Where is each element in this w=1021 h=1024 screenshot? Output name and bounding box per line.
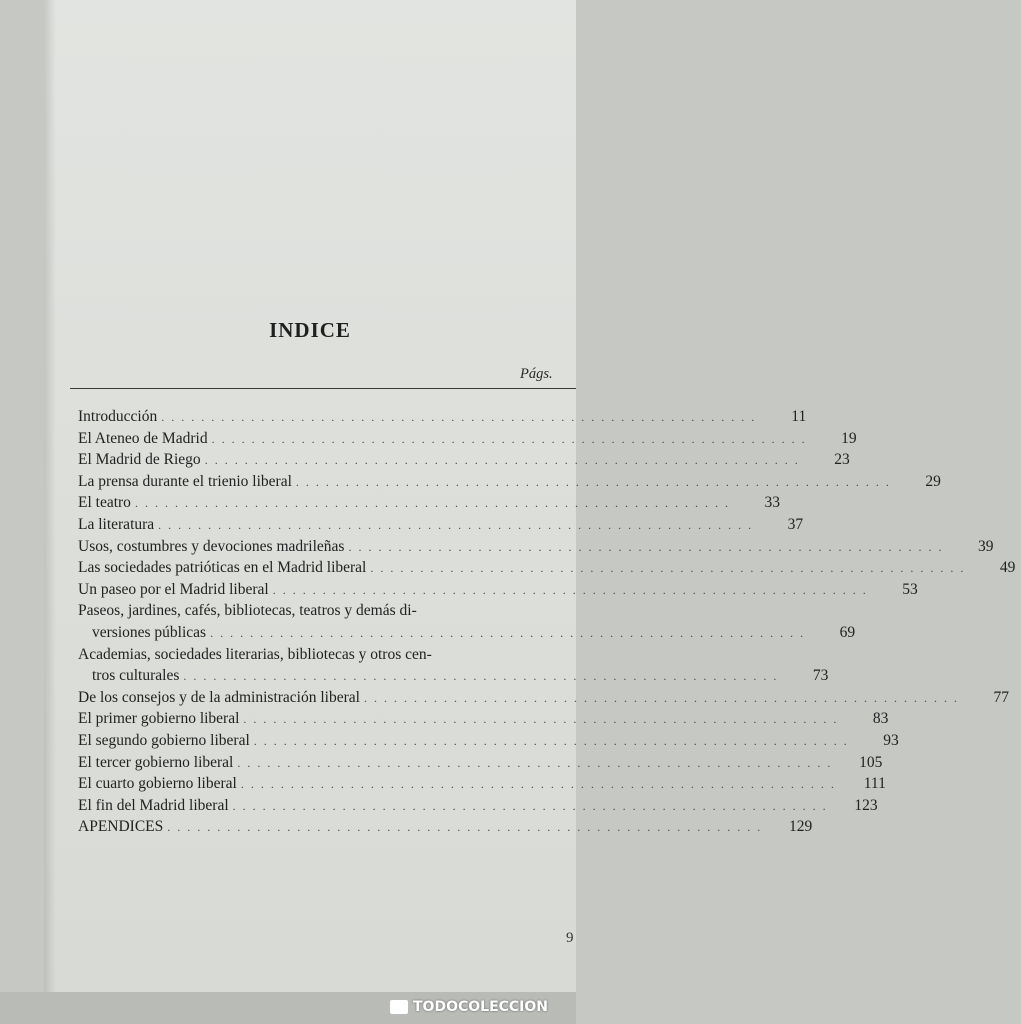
toc-entry xyxy=(78,406,807,428)
dot-leader: . . . . . . . . . . . . . . . . . . . . . . . . . . . . . . . . . . . . . . . . . . . . . . . . . . . . . . . . . . . . xyxy=(240,777,836,792)
toc-entry-continuation xyxy=(78,622,856,644)
table-of-contents xyxy=(78,406,1016,838)
toc-entry xyxy=(78,492,780,514)
toc-entry-page: 37 xyxy=(787,515,804,533)
toc-entry xyxy=(78,773,886,795)
toc-entry-label: La prensa durante el trienio liberal xyxy=(78,472,292,490)
dot-leader: . . . . . . . . . . . . . . . . . . . . . . . . . . . . . . . . . . . . . . . . . . . . . . . . . . . . . . . . . . . . xyxy=(295,474,891,489)
toc-entry-page: 49 xyxy=(999,559,1016,577)
toc-entry xyxy=(78,449,850,471)
toc-entry-label: Las sociedades patrióticas en el Madrid liberal xyxy=(78,559,367,577)
watermark-text: TODOCOLECCION xyxy=(413,999,549,1015)
toc-entry xyxy=(78,816,813,838)
dot-leader: . . . . . . . . . . . . . . . . . . . . . . . . . . . . . . . . . . . . . . . . . . . . . . . . . . . . . . . . . . . . xyxy=(167,820,763,835)
toc-entry-page: 105 xyxy=(859,753,883,771)
dot-leader: . . . . . . . . . . . . . . . . . . . . . . . . . . . . . . . . . . . . . . . . . . . . . . . . . . . . . . . . . . . . xyxy=(204,453,800,468)
toc-entry-page: 123 xyxy=(854,796,878,814)
toc-entry-label: APENDICES xyxy=(78,818,164,836)
toc-entry xyxy=(78,600,576,622)
toc-entry xyxy=(78,471,941,493)
toc-entry-label: El fin del Madrid liberal xyxy=(78,796,229,814)
watermark xyxy=(390,994,548,1020)
toc-entry-label: La literatura xyxy=(78,515,155,533)
toc-entry-page: 33 xyxy=(764,494,780,512)
dot-leader: . . . . . . . . . . . . . . . . . . . . . . . . . . . . . . . . . . . . . . . . . . . . . . . . . . . . . . . . . . . . xyxy=(253,733,849,748)
toc-entry-page: 83 xyxy=(872,710,889,728)
toc-entry-label: Introducción xyxy=(78,408,158,425)
toc-entry xyxy=(78,557,1016,579)
toc-entry-page: 19 xyxy=(841,429,857,447)
toc-entry xyxy=(78,579,918,601)
header-rule xyxy=(70,388,576,389)
toc-entry-label: Usos, costumbres y devociones madrileñas xyxy=(78,537,345,555)
toc-entry xyxy=(78,644,576,666)
page-corner-mark: 9 xyxy=(566,930,574,946)
toc-entry xyxy=(78,708,889,730)
toc-entry-label: De los consejos y de la administración liberal xyxy=(78,688,360,706)
dot-leader: . . . . . . . . . . . . . . . . . . . . . . . . . . . . . . . . . . . . . . . . . . . . . . . . . . . . . . . . . . . . xyxy=(161,410,757,424)
toc-entry xyxy=(78,730,899,752)
toc-entry-label: Paseos, jardines, cafés, bibliotecas, teatros y demás di- xyxy=(78,602,417,620)
toc-entry-continuation xyxy=(78,665,829,687)
toc-entry-page: 23 xyxy=(834,451,850,469)
dot-leader: . . . . . . . . . . . . . . . . . . . . . . . . . . . . . . . . . . . . . . . . . . . . . . . . . . . . . . . . . . . . xyxy=(210,625,806,640)
toc-entry-label: Un paseo por el Madrid liberal xyxy=(78,580,269,598)
dot-leader: . . . . . . . . . . . . . . . . . . . . . . . . . . . . . . . . . . . . . . . . . . . . . . . . . . . . . . . . . . . . xyxy=(243,712,839,727)
toc-entry-label: Academias, sociedades literarias, bibliotecas y otros cen- xyxy=(78,645,432,663)
dot-leader: . . . . . . . . . . . . . . . . . . . . . . . . . . . . . . . . . . . . . . . . . . . . . . . . . . . . . . . . . . . . xyxy=(237,755,833,770)
toc-entry xyxy=(78,428,857,450)
toc-entry-page: 77 xyxy=(993,688,1009,706)
watermark-logo-icon xyxy=(390,1000,408,1014)
pages-column-label: Págs. xyxy=(520,366,553,382)
toc-entry-page: 69 xyxy=(839,623,856,641)
dot-leader: . . . . . . . . . . . . . . . . . . . . . . . . . . . . . . . . . . . . . . . . . . . . . . . . . . . . . . . . . . . . xyxy=(348,539,944,554)
toc-entry-page: 129 xyxy=(789,818,813,836)
toc-entry xyxy=(78,514,804,536)
toc-entry-label: El teatro xyxy=(78,494,131,512)
dot-leader: . . . . . . . . . . . . . . . . . . . . . . . . . . . . . . . . . . . . . . . . . . . . . . . . . . . . . . . . . . . . xyxy=(272,582,868,597)
dot-leader: . . . . . . . . . . . . . . . . . . . . . . . . . . . . . . . . . . . . . . . . . . . . . . . . . . . . . . . . . . . . xyxy=(158,517,754,532)
toc-entry-label: El segundo gobierno liberal xyxy=(78,731,250,749)
toc-entry-label-continuation: tros culturales xyxy=(92,667,180,685)
toc-entry-page: 93 xyxy=(883,731,899,749)
toc-entry xyxy=(78,795,878,817)
page-title: INDICE xyxy=(269,318,351,342)
toc-entry-label: El cuarto gobierno liberal xyxy=(78,775,237,793)
toc-entry-label: El primer gobierno liberal xyxy=(78,710,240,728)
dot-leader: . . . . . . . . . . . . . . . . . . . . . . . . . . . . . . . . . . . . . . . . . . . . . . . . . . . . . . . . . . . . xyxy=(232,798,828,813)
toc-entry xyxy=(78,687,1009,709)
dot-leader: . . . . . . . . . . . . . . . . . . . . . . . . . . . . . . . . . . . . . . . . . . . . . . . . . . . . . . . . . . . . xyxy=(211,431,807,446)
dot-leader: . . . . . . . . . . . . . . . . . . . . . . . . . . . . . . . . . . . . . . . . . . . . . . . . . . . . . . . . . . . . xyxy=(363,690,959,705)
page-gutter-shadow xyxy=(44,0,56,992)
toc-entry-page: 111 xyxy=(863,775,886,793)
toc-entry-label-continuation: versiones públicas xyxy=(92,623,207,641)
toc-entry-page: 39 xyxy=(977,537,994,555)
toc-entry xyxy=(78,752,883,774)
toc-entry-page: 53 xyxy=(902,580,918,598)
toc-entry-page: 29 xyxy=(925,472,941,490)
dot-leader: . . . . . . . . . . . . . . . . . . . . . . . . . . . . . . . . . . . . . . . . . . . . . . . . . . . . . . . . . . . . xyxy=(183,669,779,684)
toc-entry-label: El Madrid de Riego xyxy=(78,451,201,469)
dot-leader: . . . . . . . . . . . . . . . . . . . . . . . . . . . . . . . . . . . . . . . . . . . . . . . . . . . . . . . . . . . . xyxy=(370,561,966,576)
toc-entry-label: El Ateneo de Madrid xyxy=(78,429,208,447)
toc-entry-page: 11 xyxy=(791,408,807,425)
toc-entry-label: El tercer gobierno liberal xyxy=(78,753,234,771)
toc-entry xyxy=(78,536,994,558)
dot-leader: . . . . . . . . . . . . . . . . . . . . . . . . . . . . . . . . . . . . . . . . . . . . . . . . . . . . . . . . . . . . xyxy=(134,496,730,511)
toc-entry-page: 73 xyxy=(812,667,829,685)
